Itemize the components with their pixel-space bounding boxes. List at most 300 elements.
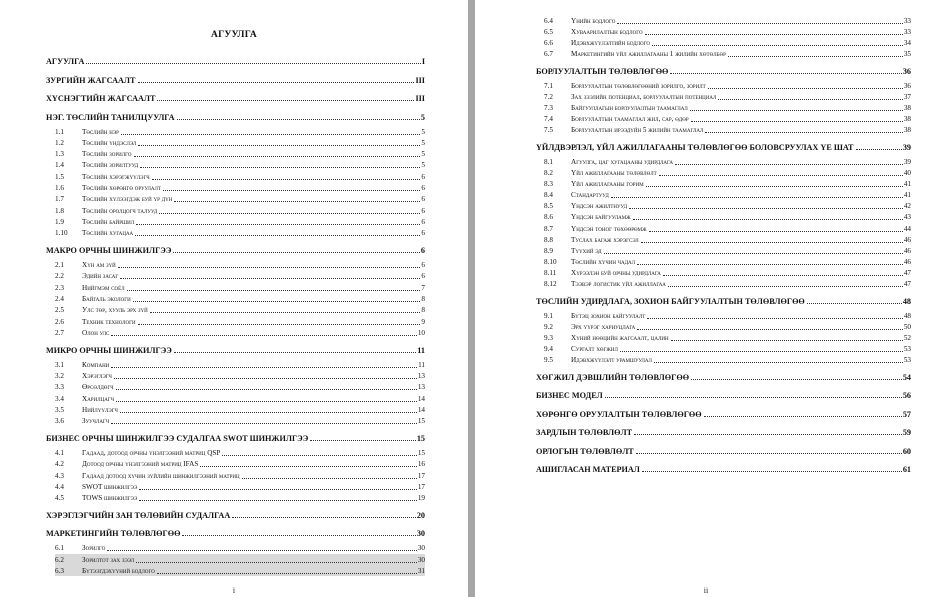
- toc-page-number: 6: [421, 229, 425, 238]
- toc-entry-text: ХӨРӨНГӨ ОРУУЛАЛТЫН ТӨЛӨВЛӨГӨӨ: [536, 409, 702, 419]
- toc-page-number: 47: [903, 268, 911, 277]
- toc-subentry[interactable]: [55, 159, 425, 170]
- toc-entry-text: БИЗНЕС ОРЧНЫ ШИНЖИЛГЭЭ СУДАЛГАА SWOT ШИНЖИЛГЭЭ: [46, 433, 309, 443]
- toc-entry-text: Төслийн хэрэгжүүлэгч: [82, 172, 150, 181]
- toc-page-number: III: [415, 94, 425, 103]
- toc-page-number: 43: [903, 213, 911, 222]
- toc-page-number: 30: [417, 555, 425, 564]
- toc-entry-number: 9.5: [544, 356, 553, 364]
- toc-entry-text: Үндсэн тоног төхөөрөмж: [571, 224, 647, 233]
- page-number-footer: ii: [703, 586, 709, 595]
- toc-subentry[interactable]: [55, 216, 425, 227]
- toc-page-number: 6: [421, 272, 425, 281]
- dot-leader: [637, 329, 903, 330]
- toc-page-number: 9: [421, 317, 425, 326]
- toc-subentry[interactable]: [55, 270, 425, 281]
- toc-subentry[interactable]: [55, 542, 425, 553]
- toc-entry-number: 4.5: [55, 494, 64, 503]
- toc-page-number: 11: [418, 360, 425, 369]
- dot-leader: [620, 351, 903, 352]
- toc-entry-text: Хүн ам зүй: [82, 261, 116, 269]
- toc-page-number: 60: [902, 446, 911, 456]
- page-number-footer: i: [232, 586, 236, 595]
- toc-subentry[interactable]: [544, 124, 911, 135]
- toc-heading-entry[interactable]: [536, 65, 911, 76]
- toc-heading-entry[interactable]: [536, 445, 911, 456]
- dot-leader: [629, 208, 903, 209]
- toc-entry-number: 8.12: [544, 280, 557, 288]
- toc-page-number: 6: [421, 195, 425, 204]
- dot-leader: [671, 340, 903, 341]
- toc-subentry[interactable]: [55, 293, 425, 304]
- toc-entry-number: 2.3: [55, 283, 64, 292]
- toc-page-number: 6: [420, 246, 425, 255]
- dot-leader: [691, 379, 902, 380]
- toc-subentry[interactable]: [55, 565, 425, 576]
- dot-leader: [116, 401, 417, 402]
- dot-leader: [138, 82, 415, 83]
- toc-subentry[interactable]: [544, 178, 911, 189]
- toc-entry-number: 1.6: [55, 184, 64, 192]
- toc-subentry[interactable]: [55, 381, 425, 392]
- toc-entry-text: Гадаад дотоод хүчин зүйлийн шинжилгээний матриц: [82, 471, 240, 480]
- toc-page-number: 36: [903, 81, 911, 90]
- toc-subentry[interactable]: [55, 282, 425, 293]
- dot-leader: [222, 455, 416, 456]
- toc-heading-entry[interactable]: [46, 244, 425, 255]
- dot-leader: [163, 190, 420, 191]
- toc-page-number: III: [415, 75, 425, 85]
- toc-entry-text: Борлуулалтын төлөвлөгөөний зорилго, зорилт: [571, 81, 706, 90]
- toc-entry-text: Борлуулалтын ирээдүйн 5 жилийн таамаглал: [571, 126, 704, 135]
- toc-entry-number: 1.4: [55, 161, 64, 170]
- toc-entry-number: 3.6: [55, 417, 64, 426]
- dot-leader: [807, 303, 902, 304]
- toc-entry-text: Тээвэр логистик үйл ажиллагаа: [571, 280, 666, 288]
- dot-leader: [111, 423, 417, 424]
- dot-leader: [718, 99, 902, 100]
- toc-page-number: 30: [416, 529, 425, 539]
- toc-entry-text: Идэвхжүүлэлтийн бодлого: [571, 39, 650, 48]
- toc-entry-text: ХӨГЖИЛ ДЭВШЛИЙН ТӨЛӨВЛӨГӨӨ: [536, 372, 690, 382]
- toc-entry-number: 9.4: [544, 344, 553, 353]
- toc-subentry[interactable]: [544, 48, 911, 59]
- toc-subentry[interactable]: [544, 156, 911, 167]
- toc-subentry[interactable]: [544, 80, 911, 91]
- toc-entry-number: 8.8: [544, 235, 553, 244]
- dot-leader: [114, 378, 417, 379]
- toc-page-number: 52: [903, 333, 911, 342]
- toc-entry-text: ЗУРГИЙН ЖАГСААЛТ: [46, 75, 136, 85]
- dot-leader: [177, 119, 420, 120]
- toc-entry-number: 8.10: [544, 257, 557, 266]
- toc-subentry[interactable]: [55, 492, 425, 503]
- toc-heading-entry[interactable]: [46, 509, 425, 520]
- toc-entry-number: 4.2: [55, 460, 64, 469]
- toc-page-number: 6: [421, 172, 425, 181]
- toc-entry-number: 1.8: [55, 206, 64, 215]
- toc-entry-number: 7.2: [544, 93, 553, 101]
- toc-heading-entry[interactable]: [46, 432, 425, 443]
- toc-entry-text: Бүтэц зохион байгуулалт: [571, 311, 646, 320]
- toc-heading-entry[interactable]: [536, 389, 911, 400]
- toc-entry-text: Агуулга, цаг хугацааны удирдлага: [571, 157, 673, 166]
- toc-page-number: 15: [417, 417, 425, 426]
- toc-entry-text: Хуваарилалтын бодлого: [571, 28, 643, 37]
- toc-subentry[interactable]: [544, 189, 911, 200]
- toc-entry-text: Зорилтот зах зээл: [82, 555, 135, 564]
- toc-entry-text: TOWS шинжилгээ: [82, 494, 138, 503]
- toc-entry-text: ЗАРДЛЫН ТӨЛӨВЛӨЛТ: [536, 428, 633, 438]
- toc-page-number: 5: [421, 138, 425, 147]
- dot-leader: [138, 145, 420, 146]
- toc-page-number: 38: [903, 126, 911, 135]
- toc-entry-number: 6.6: [544, 39, 553, 48]
- toc-entry-text: АШИГЛАСАН МАТЕРИАЛ: [536, 465, 640, 475]
- toc-entry-text: Байгууллагын борлуулалтын таамаглал: [571, 104, 688, 113]
- toc-subentry[interactable]: [544, 332, 911, 343]
- toc-entry-text: Бүтээгдэхүүний бодлого: [82, 567, 155, 575]
- dot-leader: [111, 367, 417, 368]
- toc-entry-text: Өрсөлдөгч: [82, 383, 114, 392]
- toc-subentry[interactable]: [55, 415, 425, 426]
- toc-subentry[interactable]: [544, 211, 911, 222]
- dot-leader: [605, 397, 902, 398]
- toc-entry-text: НЭГ. ТӨСЛИЙН ТАНИЛЦУУЛГА: [46, 112, 175, 122]
- toc-page-number: 40: [903, 169, 911, 177]
- toc-entry-text: Борлуулалтын таамаглал жил, сар, өдөр: [571, 115, 689, 124]
- toc-entry-text: Олон улс: [82, 328, 110, 337]
- toc-page-number: 14: [417, 405, 425, 414]
- toc-entry-number: 8.3: [544, 180, 553, 189]
- toc-entry-text: Эдийн засаг: [82, 272, 119, 281]
- toc-subentry[interactable]: [544, 267, 911, 278]
- toc-subentry[interactable]: [544, 234, 911, 245]
- toc-subentry[interactable]: [544, 91, 911, 102]
- toc-entry-text: Харилцагч: [82, 394, 114, 403]
- toc-page-number: 53: [903, 356, 911, 364]
- toc-entry-text: Нийгмэм соёл: [82, 283, 125, 292]
- dot-leader: [182, 535, 415, 536]
- toc-page-number: 5: [421, 127, 425, 136]
- toc-subentry[interactable]: [55, 404, 425, 415]
- toc-subentry[interactable]: [55, 327, 425, 338]
- toc-subentry[interactable]: [55, 359, 425, 370]
- toc-subentry[interactable]: [544, 256, 911, 267]
- toc-entry-text: Улс төр, хууль эрх зүй: [82, 306, 148, 315]
- toc-entry-text: Төслийн хугацаа: [82, 229, 134, 238]
- toc-entry-number: 7.4: [544, 115, 553, 124]
- toc-entry-number: 1.1: [55, 127, 64, 136]
- toc-entry-number: 6.3: [55, 567, 64, 575]
- toc-entry-text: Хэрэглэгч: [82, 371, 112, 380]
- dot-leader: [604, 253, 903, 254]
- dot-leader: [310, 440, 416, 441]
- toc-heading-entry[interactable]: [46, 74, 425, 85]
- toc-entry-text: Компани: [82, 360, 110, 369]
- toc-page-number: 34: [903, 39, 911, 48]
- toc-entry-text: Үндсэн ажилтнууд: [571, 202, 627, 211]
- toc-entry-text: Түүхий эд: [571, 246, 602, 255]
- toc-subentry[interactable]: [544, 245, 911, 256]
- toc-subentry[interactable]: [55, 182, 425, 193]
- dot-leader: [691, 121, 903, 122]
- dot-leader: [152, 179, 421, 180]
- toc-entry-text: Хүний нөөцийн жагсаалт, цалин: [571, 333, 669, 342]
- toc-heading-entry[interactable]: [536, 141, 911, 152]
- toc-page-number: 37: [903, 93, 911, 101]
- toc-subentry[interactable]: [55, 393, 425, 404]
- toc-entry-number: 8.9: [544, 246, 553, 255]
- toc-entry-number: 1.7: [55, 195, 64, 204]
- toc-entry-text: БОРЛУУЛАЛТЫН ТӨЛӨВЛӨГӨӨ: [536, 66, 669, 76]
- toc-page-number: 6: [421, 206, 425, 215]
- toc-page-number: 15: [417, 448, 425, 457]
- toc-subentry[interactable]: [544, 278, 911, 289]
- toc-page-number: 6: [421, 217, 425, 226]
- toc-subentry[interactable]: [544, 223, 911, 234]
- dot-leader: [704, 416, 902, 417]
- toc-page-number: 31: [417, 567, 425, 575]
- toc-page-number: 47: [903, 280, 911, 288]
- toc-subentry[interactable]: [55, 481, 425, 492]
- dot-leader: [120, 412, 417, 413]
- dot-leader: [86, 63, 420, 64]
- dot-leader: [636, 453, 902, 454]
- toc-page-number: 5: [420, 112, 425, 122]
- dot-leader: [127, 290, 421, 291]
- toc-entry-number: 4.3: [55, 471, 64, 480]
- toc-page-number: 39: [903, 157, 911, 166]
- toc-page-number: 41: [903, 191, 911, 200]
- dot-leader: [242, 478, 417, 479]
- toc-entry-number: 3.2: [55, 371, 64, 380]
- toc-entry-text: Зуучлагч: [82, 417, 110, 426]
- document-page-1: [0, 0, 468, 597]
- dot-leader: [174, 352, 416, 353]
- toc-page-number: 14: [417, 394, 425, 403]
- toc-subentry[interactable]: [544, 343, 911, 354]
- toc-page-number: 16: [417, 460, 425, 469]
- toc-page-number: 46: [903, 235, 911, 244]
- toc-entry-text: Үнийн бодлого: [571, 17, 616, 25]
- toc-heading-entry[interactable]: [46, 527, 425, 538]
- toc-entry-number: 7.5: [544, 126, 553, 135]
- dot-leader: [670, 73, 901, 74]
- toc-entry-text: Үйл ажиллагааны горим: [571, 180, 644, 189]
- dot-leader: [633, 219, 903, 220]
- toc-heading-entry[interactable]: [46, 55, 425, 66]
- dot-leader: [668, 286, 903, 287]
- toc-entry-number: 1.5: [55, 172, 64, 181]
- dot-leader: [611, 197, 903, 198]
- toc-entry-text: Төслийн хөрөнгө оруулалт: [82, 184, 161, 192]
- dot-leader: [663, 275, 903, 276]
- toc-page-number: 61: [902, 465, 911, 475]
- dot-leader: [645, 34, 903, 35]
- toc-subentry[interactable]: [55, 205, 425, 216]
- toc-subentry[interactable]: [544, 321, 911, 332]
- toc-entry-number: 1.10: [55, 229, 68, 238]
- toc-subentry[interactable]: [55, 447, 425, 458]
- toc-heading-entry[interactable]: [536, 295, 911, 306]
- document-page-2: [475, 0, 938, 597]
- toc-page-number: 39: [902, 142, 911, 152]
- toc-entry-text: ОРЛОГЫН ТӨЛӨВЛӨЛТ: [536, 446, 634, 456]
- toc-page-number: 36: [902, 66, 911, 76]
- toc-heading-entry[interactable]: [536, 463, 911, 474]
- dot-leader: [150, 312, 421, 313]
- toc-page-number: 6: [421, 261, 425, 269]
- toc-subentry[interactable]: [544, 37, 911, 48]
- dot-leader: [705, 132, 902, 133]
- toc-page-number: 41: [903, 180, 911, 189]
- toc-entry-number: 8.11: [544, 268, 557, 277]
- dot-leader: [646, 186, 903, 187]
- dot-leader: [675, 164, 903, 165]
- toc-page-number: 57: [902, 409, 911, 419]
- toc-entry-number: 1.2: [55, 138, 64, 147]
- dot-leader: [856, 149, 902, 150]
- toc-subentry[interactable]: [544, 15, 911, 26]
- toc-page-number: 8: [421, 306, 425, 315]
- toc-entry-number: 7.3: [544, 104, 553, 113]
- toc-page-number: 15: [416, 433, 425, 443]
- dot-leader: [136, 562, 417, 563]
- toc-entry-number: 8.6: [544, 213, 553, 222]
- dot-leader: [157, 100, 414, 101]
- toc-page-number: 17: [417, 482, 425, 491]
- toc-entry-text: ХҮСНЭГТИЙН ЖАГСААЛТ: [46, 94, 156, 103]
- toc-entry-number: 2.4: [55, 294, 64, 303]
- toc-subentry[interactable]: [55, 171, 425, 182]
- toc-page-number: 19: [417, 494, 425, 503]
- toc-subentry[interactable]: [55, 316, 425, 327]
- toc-entry-number: 1.9: [55, 217, 64, 226]
- dot-leader: [118, 267, 421, 268]
- toc-subentry[interactable]: [55, 148, 425, 159]
- toc-subentry[interactable]: [544, 102, 911, 113]
- toc-entry-number: 1.3: [55, 150, 64, 159]
- toc-subentry[interactable]: [544, 26, 911, 37]
- toc-entry-text: SWOT шинжилгээ: [82, 482, 138, 491]
- toc-heading-entry[interactable]: [46, 92, 425, 103]
- toc-entry-number: 2.2: [55, 272, 64, 281]
- dot-leader: [121, 134, 420, 135]
- toc-entry-text: Төслийн байршил: [82, 217, 135, 226]
- toc-entry-number: 4.1: [55, 448, 64, 457]
- dot-leader: [654, 362, 903, 363]
- toc-page-number: 35: [903, 50, 911, 59]
- toc-subentry[interactable]: [55, 193, 425, 204]
- toc-entry-text: Төслийн нэр: [82, 127, 119, 136]
- toc-page-number: 13: [417, 371, 425, 380]
- dot-leader: [107, 550, 416, 551]
- toc-entry-number: 8.1: [544, 157, 553, 166]
- toc-entry-text: Эрх үүрэг хариуцлага: [571, 322, 636, 331]
- toc-subentry[interactable]: [544, 200, 911, 211]
- toc-heading-entry[interactable]: [536, 371, 911, 382]
- toc-entry-number: 8.2: [544, 169, 553, 177]
- toc-entry-text: ХЭРЭГЛЭГЧИЙН ЗАН ТӨЛӨВИЙН СУДАЛГАА: [46, 510, 231, 520]
- toc-entry-text: Төслийн оролцогч талууд: [82, 206, 158, 215]
- toc-entry-text: Техник технологи: [82, 317, 136, 326]
- toc-title: АГУУЛГА: [211, 30, 257, 40]
- toc-page-number: 30: [417, 544, 425, 553]
- toc-entry-text: АГУУЛГА: [46, 57, 85, 66]
- toc-subentry[interactable]: [55, 470, 425, 481]
- toc-entry-text: Нийлүүлэгч: [82, 405, 118, 414]
- toc-subentry[interactable]: [544, 354, 911, 365]
- toc-page-number: 54: [902, 372, 911, 382]
- dot-leader: [111, 335, 417, 336]
- toc-subentry[interactable]: [55, 259, 425, 270]
- toc-subentry[interactable]: [55, 227, 425, 238]
- toc-subentry[interactable]: [55, 304, 425, 315]
- toc-entry-number: 9.3: [544, 333, 553, 342]
- toc-page-number: 5: [421, 161, 425, 170]
- toc-entry-number: 8.5: [544, 202, 553, 211]
- dot-leader: [134, 156, 421, 157]
- toc-page-number: 56: [902, 391, 911, 401]
- toc-subentry[interactable]: [55, 554, 425, 565]
- dot-leader: [652, 45, 903, 46]
- toc-heading-entry[interactable]: [536, 426, 911, 437]
- toc-page-number: 10: [417, 328, 425, 337]
- toc-subentry[interactable]: [544, 310, 911, 321]
- toc-heading-entry[interactable]: [46, 344, 425, 355]
- dot-leader: [649, 231, 903, 232]
- toc-page-number: 17: [417, 471, 425, 480]
- toc-entry-text: Төслийн хүлээгдэж буй үр дүн: [82, 195, 173, 204]
- toc-subentry[interactable]: [544, 113, 911, 124]
- toc-entry-text: Төслийн зорилтууд: [82, 161, 139, 170]
- toc-page-number: 48: [902, 296, 911, 306]
- toc-heading-entry[interactable]: [536, 408, 911, 419]
- dot-leader: [140, 167, 420, 168]
- toc-page-number: 6: [421, 184, 425, 192]
- toc-entry-text: Маркетингийн үйл ажиллагааны 1 жилийн хөтөлбөр: [571, 50, 726, 59]
- dot-leader: [136, 224, 420, 225]
- toc-page-number: 20: [416, 510, 425, 520]
- dot-leader: [138, 324, 421, 325]
- dot-leader: [690, 110, 903, 111]
- toc-subentry[interactable]: [55, 458, 425, 469]
- toc-entry-text: Төслийн хүчин чадал: [571, 257, 635, 266]
- toc-page-number: 11: [417, 345, 425, 355]
- dot-leader: [139, 500, 417, 501]
- toc-entry-text: Стандартууд: [571, 191, 609, 200]
- toc-entry-text: Гадаад, дотоод орчны үнэлгээний матриц QSP: [82, 448, 221, 457]
- toc-subentry[interactable]: [544, 167, 911, 178]
- toc-entry-number: 6.5: [544, 28, 553, 37]
- dot-leader: [232, 517, 416, 518]
- toc-page-number: 50: [903, 322, 911, 331]
- toc-heading-entry[interactable]: [46, 111, 425, 122]
- toc-page-number: 38: [903, 104, 911, 113]
- toc-page-number: 8: [421, 294, 425, 303]
- toc-entry-number: 6.7: [544, 50, 553, 59]
- toc-page-number: 33: [903, 28, 911, 37]
- toc-subentry[interactable]: [55, 126, 425, 137]
- dot-leader: [174, 201, 420, 202]
- toc-subentry[interactable]: [55, 370, 425, 381]
- toc-page-number: 48: [903, 311, 911, 320]
- dot-leader: [157, 573, 417, 574]
- toc-entry-number: 6.1: [55, 544, 64, 553]
- toc-entry-number: 3.4: [55, 394, 64, 403]
- toc-subentry[interactable]: [55, 137, 425, 148]
